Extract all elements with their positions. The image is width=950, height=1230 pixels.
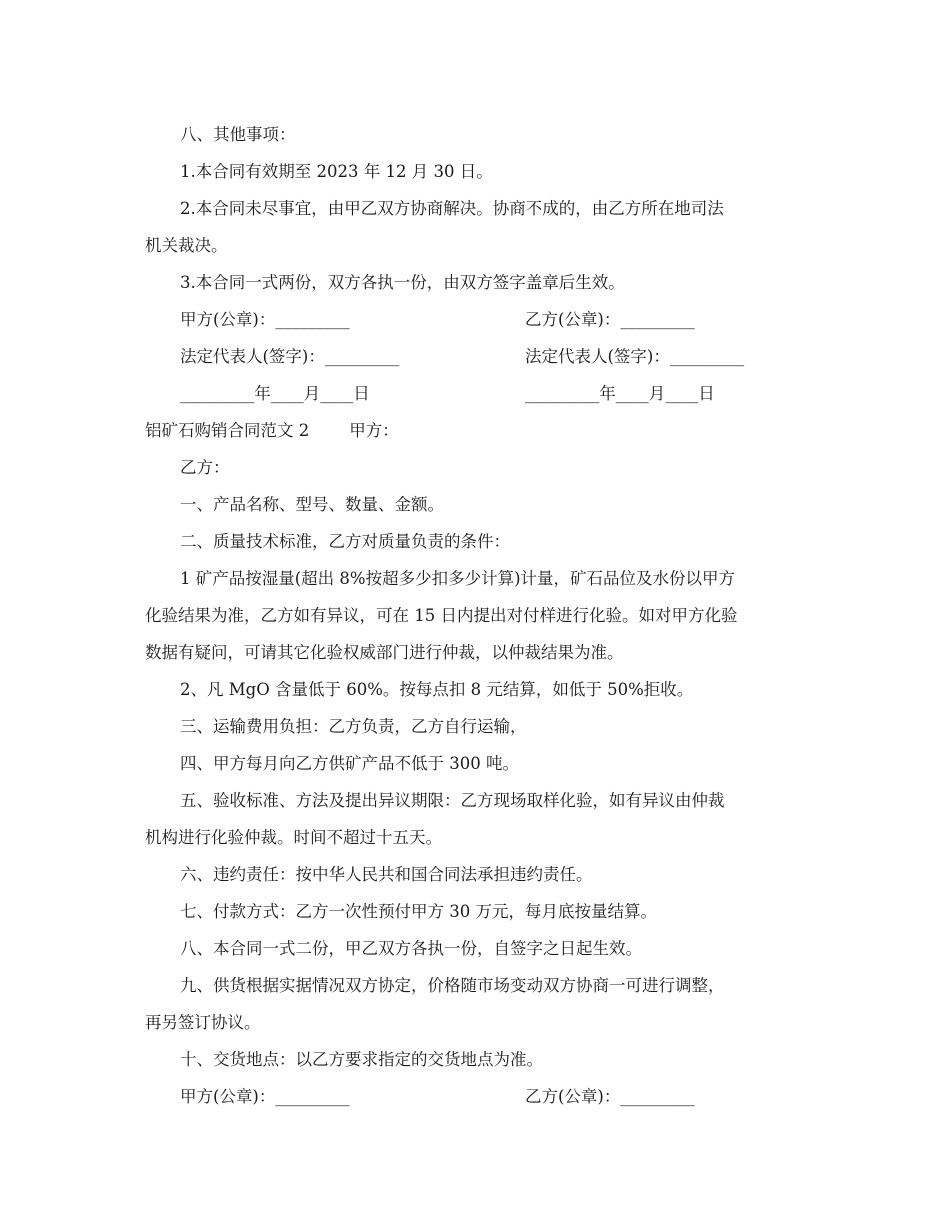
party-a-seal-field: 甲方(公章)：_________ [180,310,350,329]
term-payment: 七、付款方式：乙方一次性预付甲方 30 万元，每月底按量结算。 [180,902,657,921]
term-quality-1-cont-b: 数据有疑问，可请其它化验权威部门进行仲裁，以仲裁结果为准。 [145,643,624,662]
clause-2-continued: 机关裁决。 [145,236,228,255]
term-quality-1: 1 矿产品按湿量(超出 8%按超多少扣多少计算)计量，矿石品位及水份以甲方 [180,569,736,588]
section-heading: 八、其他事项： [180,125,296,144]
contract-title: 铝矿石购销合同范文 2 [145,421,310,440]
clause-3: 3.本合同一式两份，双方各执一份，由双方签字盖章后生效。 [180,273,625,292]
signature-row-rep [145,338,805,375]
term-pricing: 九、供货根据实据情况双方协定，价格随市场变动双方协商一可进行调整， [180,976,725,995]
party-b-seal-field-2: 乙方(公章)：_________ [525,1087,695,1106]
term-quality-1-cont-a: 化验结果为准，乙方如有异议，可在 15 日内提出对付样进行化验。如对甲方化验 [145,606,738,625]
party-b-label: 乙方： [180,458,230,477]
term-quality: 二、质量技术标准，乙方对质量负责的条件： [180,532,510,551]
term-pricing-cont: 再另签订协议。 [145,1013,261,1032]
term-delivery: 十、交货地点：以乙方要求指定的交货地点为准。 [180,1050,543,1069]
party-a-rep-field: 法定代表人(签字)：_________ [180,347,400,366]
clause-1: 1.本合同有效期至 2023 年 12 月 30 日。 [180,162,493,181]
signature-row-date [145,375,805,412]
party-b-rep-field: 法定代表人(签字)：_________ [525,347,745,366]
party-b-date-field: _________年____月____日 [525,384,715,403]
term-liability: 六、违约责任：按中华人民共和国合同法承担违约责任。 [180,865,593,884]
party-a-date-field: _________年____月____日 [180,384,370,403]
term-transport: 三、运输费用负担：乙方负责，乙方自行运输， [180,717,527,736]
term-quality-2: 2、凡 MgO 含量低于 60%。按每点扣 8 元结算，如低于 50%拒收。 [180,680,694,699]
term-acceptance: 五、验收标准、方法及提出异议期限：乙方现场取样化验，如有异议由仲裁 [180,791,725,810]
contract-title-line [145,412,805,449]
signature-row-seal-2 [145,1078,805,1115]
term-supply: 四、甲方每月向乙方供矿产品不低于 300 吨。 [180,754,519,773]
clause-2: 2.本合同未尽事宜，由甲乙双方协商解决。协商不成的，由乙方所在地司法 [180,199,724,218]
party-a-seal-field-2: 甲方(公章)：_________ [180,1087,350,1106]
term-copies: 八、本合同一式二份，甲乙双方各执一份，自签字之日起生效。 [180,939,642,958]
document-page [145,116,805,1115]
term-acceptance-cont: 机构进行化验仲裁。时间不超过十五天。 [145,828,442,847]
party-b-seal-field: 乙方(公章)：_________ [525,310,695,329]
party-a-label: 甲方： [349,421,399,440]
signature-row-seal [145,301,805,338]
term-product: 一、产品名称、型号、数量、金额。 [180,495,444,514]
